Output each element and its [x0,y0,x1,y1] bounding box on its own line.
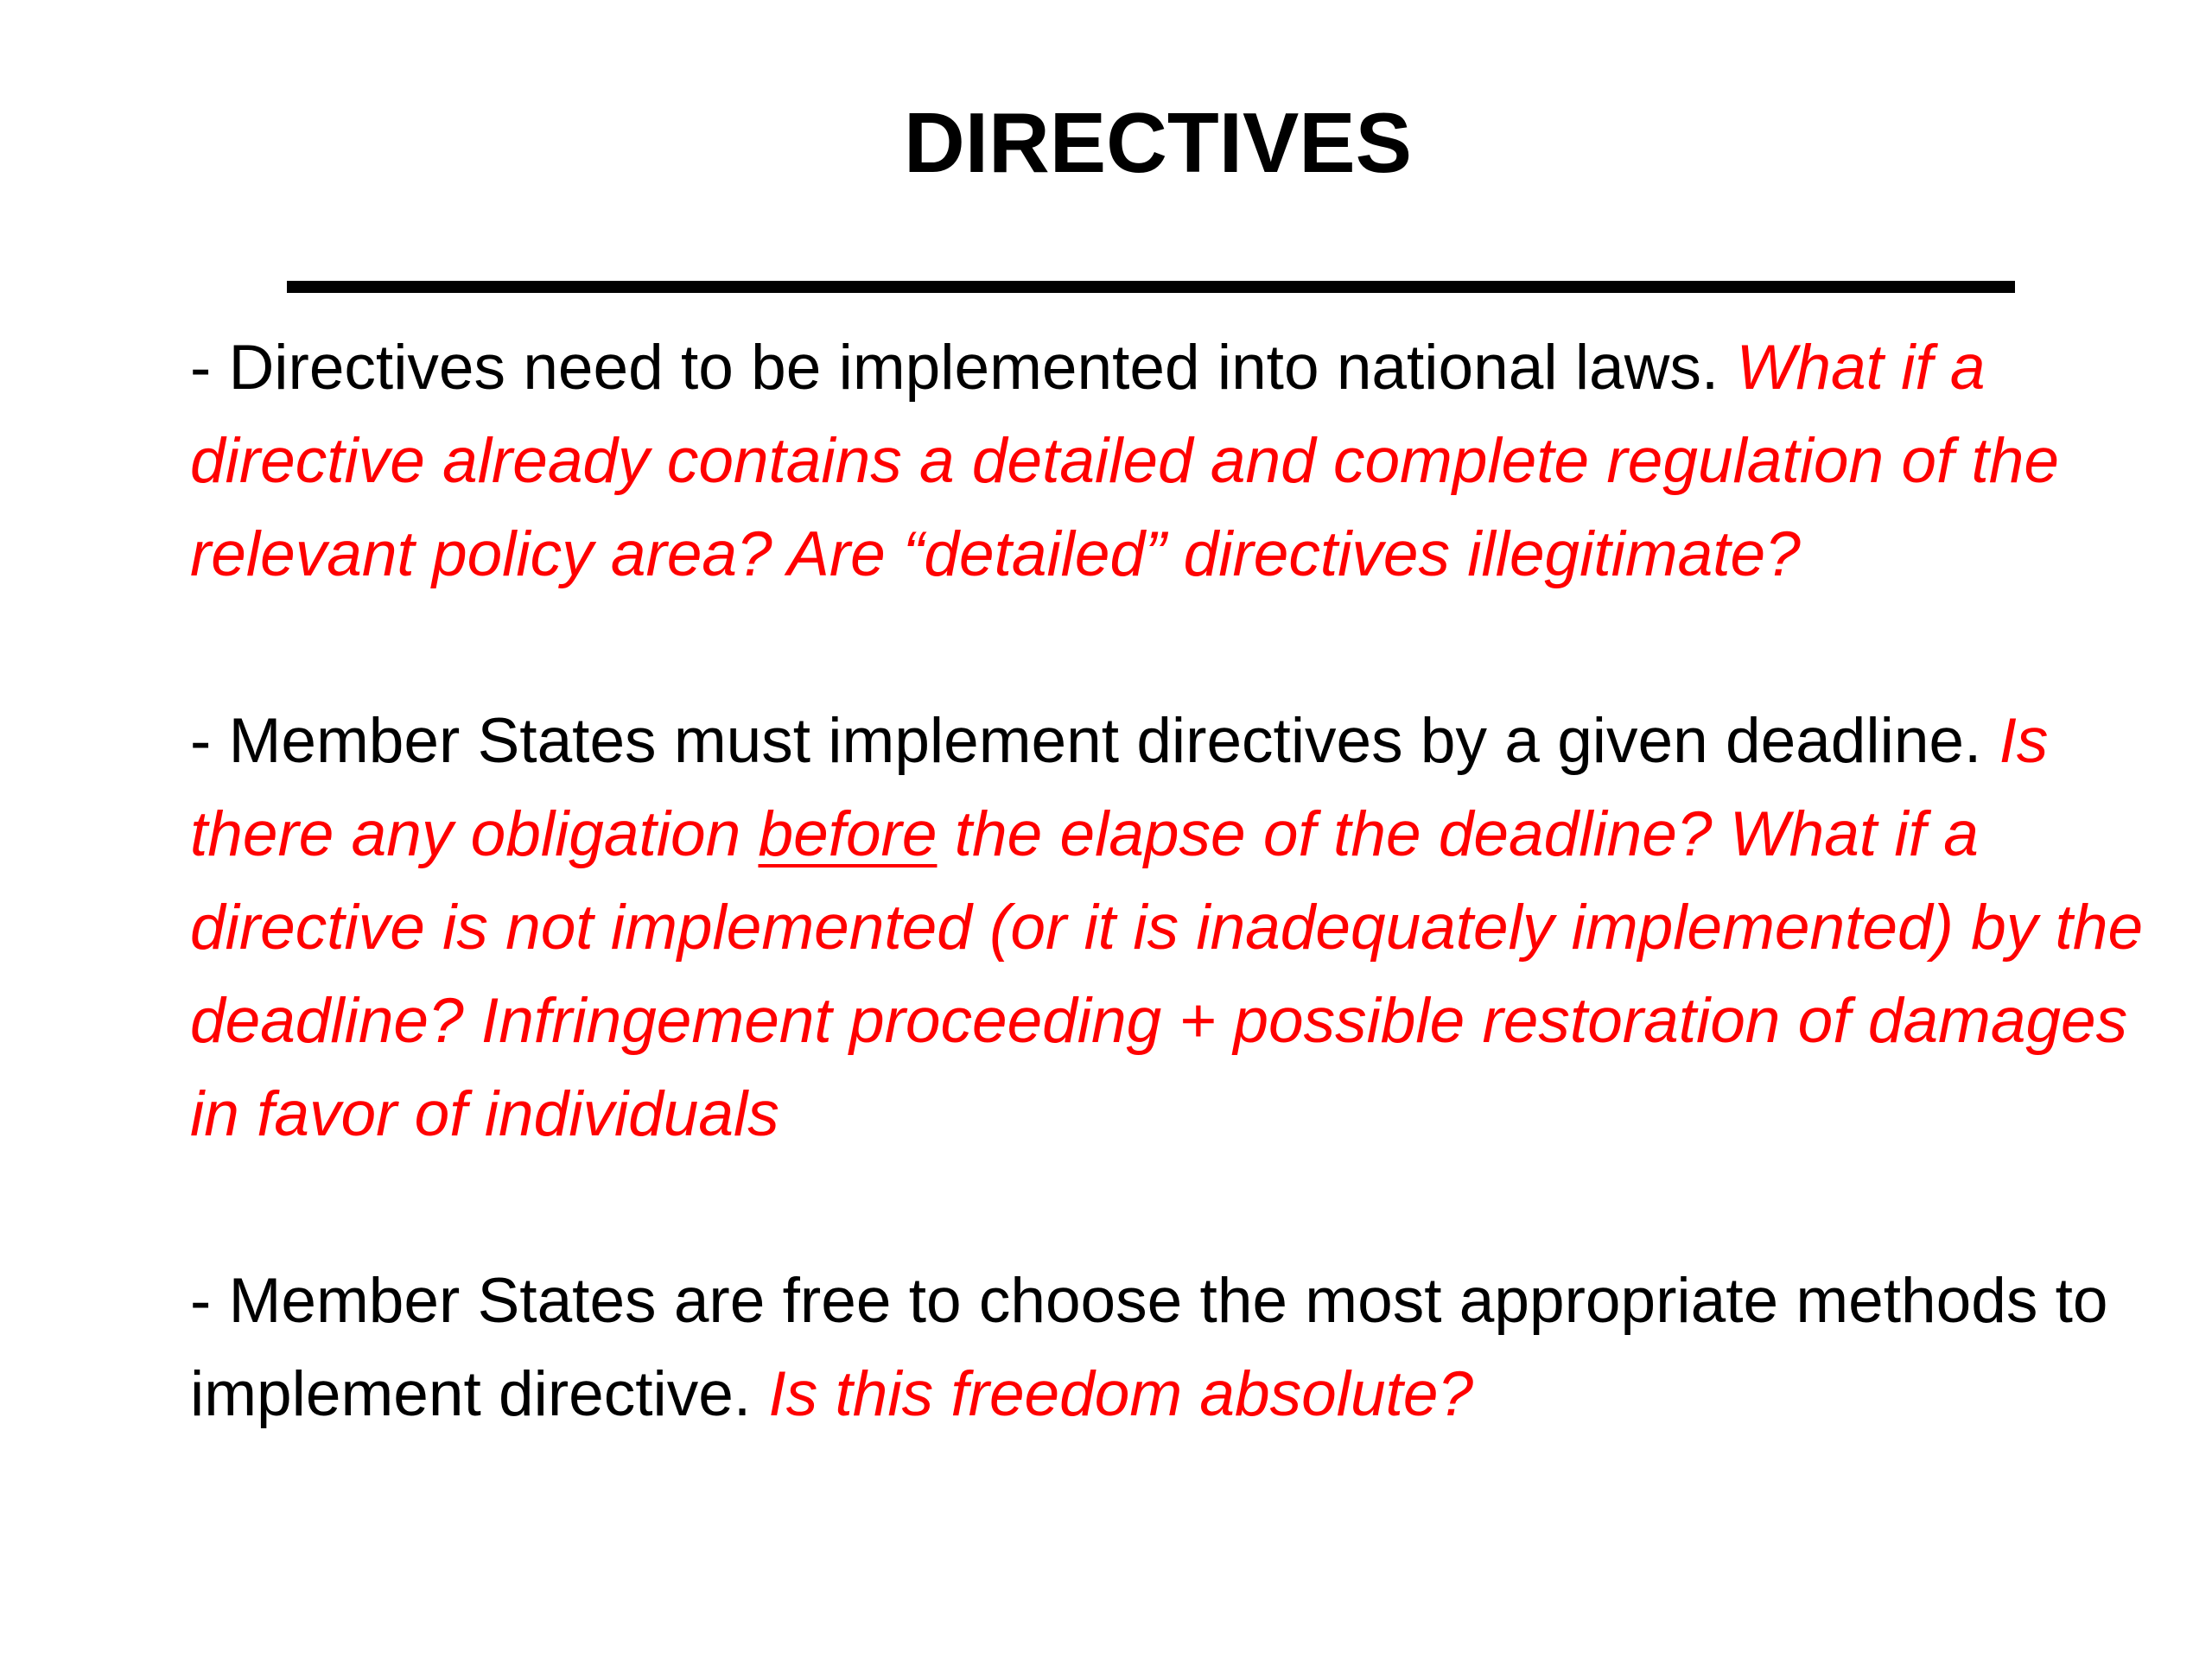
question-text-after: the elapse of the deadline? What if a directive is not implemented (or it is inadequately implemented) by the deadline? Infringement proceeding + possible restoration of damages in favor of individuals [190,799,2144,1149]
statement-text: - Member States must implement directives by a given deadline. [190,706,1999,776]
paragraph-freedom [190,1255,2169,1441]
question-text: Is this freedom absolute? [768,1359,1474,1429]
statement-text: - Member States are free to choose the most appropriate methods to implement directive. [190,1266,2108,1429]
slide-title: DIRECTIVES [903,95,1413,190]
title-underline-rule [287,281,2015,293]
question-text-before: Is there any obligation [190,706,2049,869]
slide-body [190,321,2169,1441]
question-text: What if a directive already contains a detailed and complete regulation of the relevant policy area? Are “detailed” directives illegitimate? [190,333,2059,589]
paragraph-deadline [190,695,2169,1161]
statement-text: - Directives need to be implemented into national laws. [190,333,1737,403]
paragraph-implementation [190,321,2169,601]
question-underlined-word: before [758,799,938,869]
